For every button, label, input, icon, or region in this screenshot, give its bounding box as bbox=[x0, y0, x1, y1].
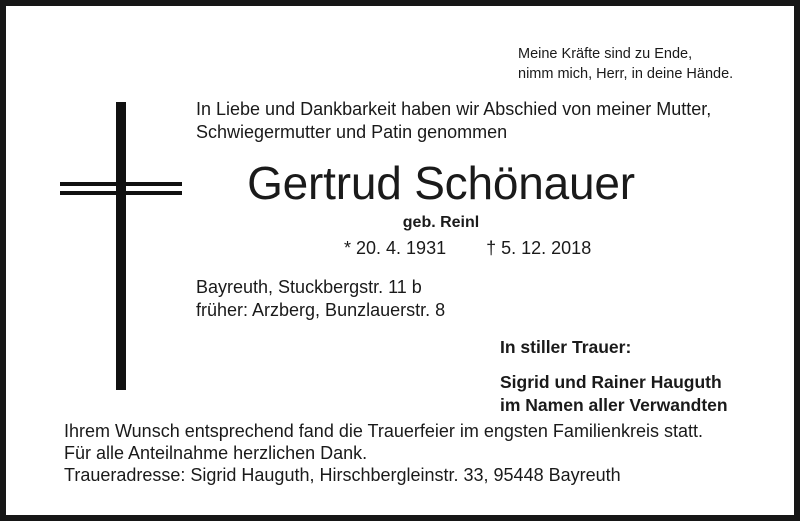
deceased-name: Gertrud Schönauer bbox=[247, 157, 635, 209]
footer-line-1: Ihrem Wunsch entsprechend fand die Trauerfeier im engsten Familienkreis statt. bbox=[64, 421, 703, 441]
footer-line-2: Für alle Anteilnahme herzlichen Dank. bbox=[64, 443, 368, 463]
address-line-2: früher: Arzberg, Bunzlauerstr. 8 bbox=[196, 300, 446, 320]
mourners bbox=[500, 336, 728, 417]
birth-date: * 20. 4. 1931 bbox=[344, 238, 447, 258]
intro-line-1: In Liebe und Dankbarkeit haben wir Abschied von meiner Mutter, bbox=[196, 99, 712, 119]
quote-line-2: nimm mich, Herr, in deine Hände. bbox=[518, 66, 734, 82]
intro-line-2: Schwiegermutter und Patin genommen bbox=[196, 122, 508, 142]
life-dates bbox=[344, 236, 591, 260]
quote bbox=[518, 44, 733, 84]
death-date: † 5. 12. 2018 bbox=[486, 238, 592, 258]
mourners-line-1: Sigrid und Rainer Hauguth bbox=[500, 372, 722, 392]
quote-line-1: Meine Kräfte sind zu Ende, bbox=[518, 46, 693, 62]
address-line-1: Bayreuth, Stuckbergstr. 11 b bbox=[196, 277, 422, 297]
mourners-heading: In stiller Trauer: bbox=[500, 337, 632, 357]
footer-line-3: Traueradresse: Sigrid Hauguth, Hirschbergleinstr. 33, 95448 Bayreuth bbox=[64, 465, 621, 485]
maiden-name: geb. Reinl bbox=[402, 214, 480, 231]
cross-icon bbox=[60, 102, 182, 390]
mourners-line-2: im Namen aller Verwandten bbox=[500, 395, 728, 415]
footer-text bbox=[64, 420, 703, 486]
intro-text bbox=[196, 98, 711, 144]
address bbox=[196, 276, 445, 322]
